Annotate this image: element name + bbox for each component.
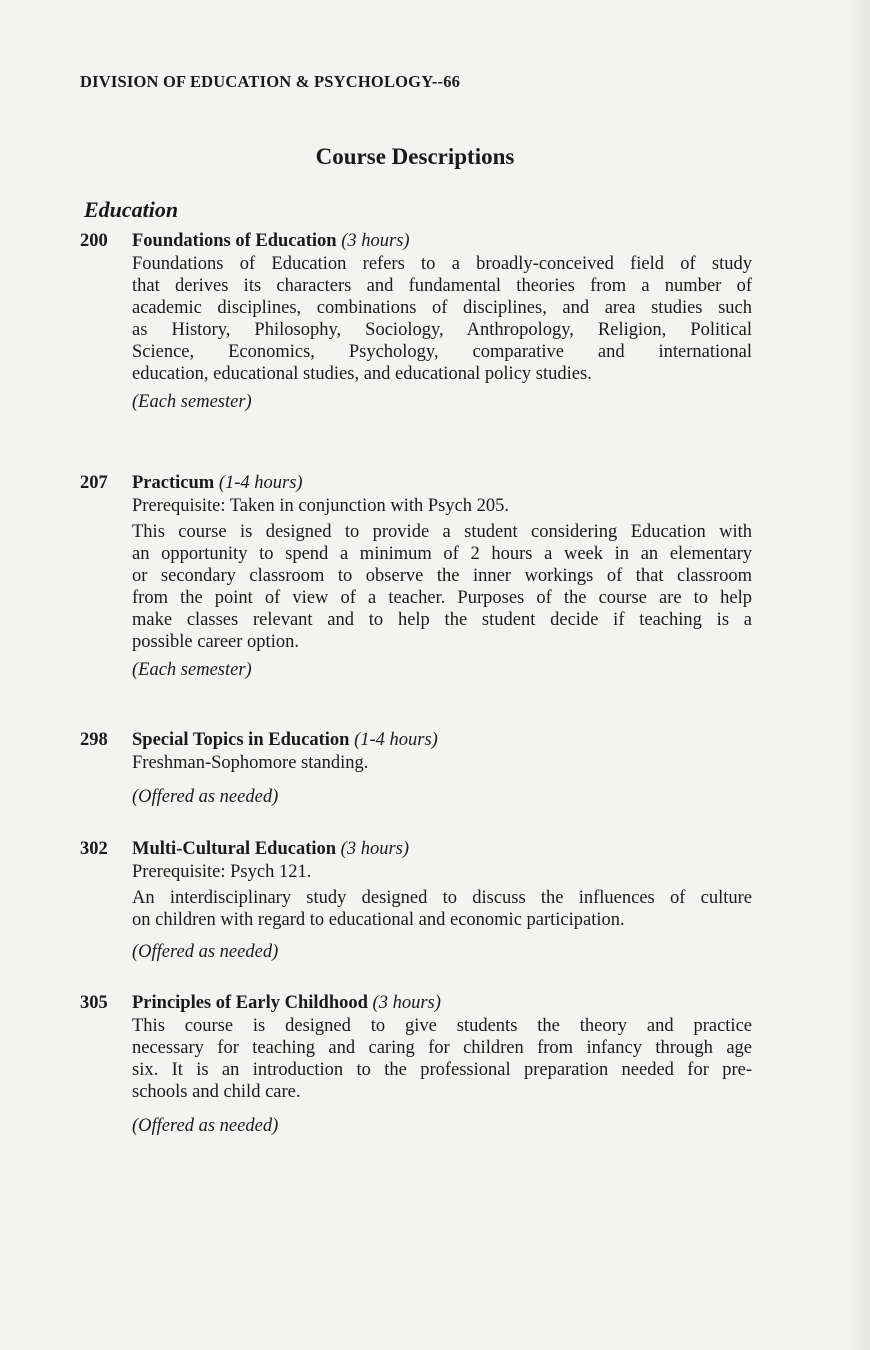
course-number: 298 xyxy=(80,730,108,750)
course-heading xyxy=(80,728,752,752)
course-entry xyxy=(80,991,752,1137)
course-entry xyxy=(80,837,752,963)
prerequisite: Prerequisite: Psych 121. xyxy=(132,862,312,882)
course-name: Multi-Cultural Education xyxy=(132,839,337,859)
course-heading xyxy=(80,991,752,1015)
course-name: Practicum xyxy=(132,473,215,493)
description-line: An interdisciplinary study designed to discuss the influences of culture xyxy=(132,888,752,908)
description-line: or secondary classroom to observe the inner workings of that classroom xyxy=(132,566,752,586)
course-hours: (3 hours) xyxy=(372,993,441,1013)
description-line: Science, Economics, Psychology, comparative and international xyxy=(132,342,752,362)
description-line: This course is designed to provide a student considering Education with xyxy=(132,522,752,542)
prerequisite: Prerequisite: Taken in conjunction with Psych 205. xyxy=(132,496,510,516)
offering-note: (Offered as needed) xyxy=(132,787,279,807)
description-line: Foundations of Education refers to a broadly-conceived field of study xyxy=(132,254,752,274)
description-line: This course is designed to give students the theory and practice xyxy=(132,1016,752,1036)
course-hours: (1-4 hours) xyxy=(218,473,303,493)
description-line: necessary for teaching and caring for children from infancy through age xyxy=(132,1038,752,1058)
course-number: 302 xyxy=(80,839,108,859)
description-line: make classes relevant and to help the student decide if teaching is a xyxy=(132,610,752,630)
course-hours: (1-4 hours) xyxy=(354,730,438,750)
section-heading: Education xyxy=(84,197,179,222)
course-description xyxy=(132,495,752,681)
offering-note: (Each semester) xyxy=(132,392,252,412)
course-heading xyxy=(80,471,752,495)
course-entry xyxy=(80,229,752,413)
description-line: an opportunity to spend a minimum of 2 hours a week in an elementary xyxy=(132,544,752,564)
description-line: that derives its characters and fundamental theories from a number of xyxy=(132,276,752,296)
offering-note: (Each semester) xyxy=(132,660,252,680)
course-number: 207 xyxy=(80,473,108,493)
course-description xyxy=(132,861,752,963)
description-line: as History, Philosophy, Sociology, Anthropology, Religion, Political xyxy=(132,320,752,340)
course-number: 200 xyxy=(80,231,108,251)
course-hours: (3 hours) xyxy=(341,231,410,251)
course-entry xyxy=(80,471,752,681)
course-heading xyxy=(80,229,752,253)
description-line: six. It is an introduction to the professional preparation needed for pre- xyxy=(132,1060,752,1080)
course-name: Principles of Early Childhood xyxy=(132,993,368,1013)
description-line: Freshman-Sophomore standing. xyxy=(132,753,369,773)
course-description xyxy=(132,1015,752,1137)
running-head: DIVISION OF EDUCATION & PSYCHOLOGY--66 xyxy=(80,72,461,91)
course-heading xyxy=(80,837,752,861)
course-name: Special Topics in Education xyxy=(132,730,350,750)
offering-note: (Offered as needed) xyxy=(132,1116,279,1136)
course-name: Foundations of Education xyxy=(132,231,337,251)
description-line: education, educational studies, and educational policy studies. xyxy=(132,364,592,384)
page-edge-shadow xyxy=(848,0,870,1350)
course-description xyxy=(132,253,752,413)
course-hours: (3 hours) xyxy=(340,839,410,859)
description-line: academic disciplines, combinations of disciplines, and area studies such xyxy=(132,298,752,318)
course-number: 305 xyxy=(80,993,108,1013)
description-line: from the point of view of a teacher. Purposes of the course are to help xyxy=(132,588,752,608)
description-line: on children with regard to educational and economic participation. xyxy=(132,910,625,930)
description-line: schools and child care. xyxy=(132,1082,301,1102)
description-line: possible career option. xyxy=(132,632,299,652)
course-entry xyxy=(80,728,752,808)
course-description xyxy=(132,752,752,808)
offering-note: (Offered as needed) xyxy=(132,942,279,962)
page-title: Course Descriptions xyxy=(315,144,515,169)
